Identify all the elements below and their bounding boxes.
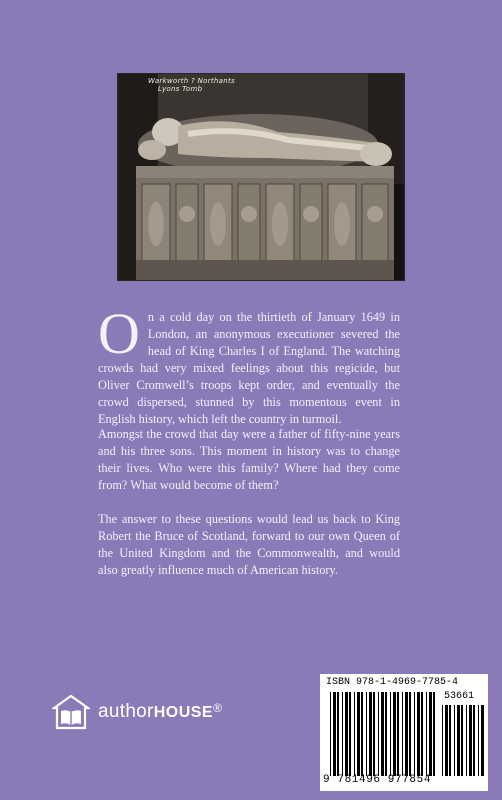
barcode-bar — [369, 692, 372, 776]
barcode-bar — [466, 705, 467, 776]
publisher-name-house: HOUSE — [153, 704, 214, 721]
barcode-bar — [417, 692, 420, 776]
barcode-bar — [449, 705, 451, 776]
ean-digits: 9 781496 977854 — [323, 774, 432, 786]
house-book-logo-icon — [52, 694, 90, 730]
tomb-photograph — [117, 73, 405, 281]
barcode-bar — [345, 692, 348, 776]
registered-mark: ® — [213, 701, 223, 715]
barcode-bar — [442, 705, 443, 776]
barcode-bar — [397, 692, 399, 776]
barcode-bar — [473, 705, 475, 776]
drop-cap: O — [98, 301, 140, 366]
barcode-bar — [469, 705, 472, 776]
barcode-bar — [433, 692, 435, 776]
barcode-bar — [454, 705, 455, 776]
publisher-name — [98, 701, 222, 723]
barcode-bar — [414, 692, 415, 776]
barcode-bar — [390, 692, 391, 776]
barcode-bar — [378, 692, 379, 776]
barcode-bar — [402, 692, 403, 776]
ean-barcode-bars — [330, 692, 438, 776]
barcode-bar — [481, 705, 484, 776]
barcode-bar — [461, 705, 463, 776]
barcode-bar — [393, 692, 396, 776]
isbn-label: ISBN 978-1-4969-7785-4 — [326, 677, 459, 688]
barcode-bar — [361, 692, 363, 776]
barcode-bar — [405, 692, 408, 776]
barcode-bar — [409, 692, 411, 776]
barcode-bar — [381, 692, 384, 776]
barcode-bar — [457, 705, 460, 776]
barcode-bar — [354, 692, 355, 776]
barcode-bar — [357, 692, 360, 776]
barcode-bar — [445, 705, 448, 776]
blurb-paragraph-2: Amongst the crowd that day were a father of fifty-nine years and his three sons. This moment in history was to change their lives. Who were this family? Where had they come from? What would become of them? — [98, 427, 400, 492]
barcode-bar — [421, 692, 423, 776]
photo-handwritten-caption — [148, 77, 298, 93]
barcode-bar — [373, 692, 375, 776]
barcode-bar — [349, 692, 351, 776]
blurb-paragraph-1-text: n a cold day on the thirtieth of January 1649 in London, an anonymous executioner severed the head of King Charles I of England. The watching crowds had very mixed feelings about this regicide, but Oliver Cromwell’s troops kept order, and eventually the crowd dispersed, stunned by this momentous event in English history, which left the country in turmoil. — [98, 310, 400, 426]
barcode-bar — [337, 692, 339, 776]
addon-barcode-bars — [442, 705, 484, 776]
isbn-barcode — [320, 674, 488, 791]
barcode-bar — [478, 705, 479, 776]
barcode-bar — [366, 692, 367, 776]
photo-caption-line-1: Warkworth ? Northants — [148, 77, 235, 85]
barcode-bar — [429, 692, 432, 776]
barcode-bar — [385, 692, 387, 776]
blurb-paragraph-1 — [98, 301, 400, 428]
barcode-bar — [426, 692, 427, 776]
publisher-name-author: author — [98, 701, 154, 722]
barcode-addon-number: 53661 — [444, 691, 475, 702]
photo-caption-line-2: Lyons Tomb — [158, 85, 203, 93]
barcode-bar — [342, 692, 343, 776]
blurb-paragraph-3: The answer to these questions would lead us back to King Robert the Bruce of Scotland, forward to our own Queen of the United Kingdom and the Commonwealth, and would also greatly influence much of American history. — [98, 512, 400, 577]
barcode-bar — [333, 692, 336, 776]
barcode-bar — [330, 692, 331, 776]
tomb-effigy-image — [118, 74, 405, 281]
